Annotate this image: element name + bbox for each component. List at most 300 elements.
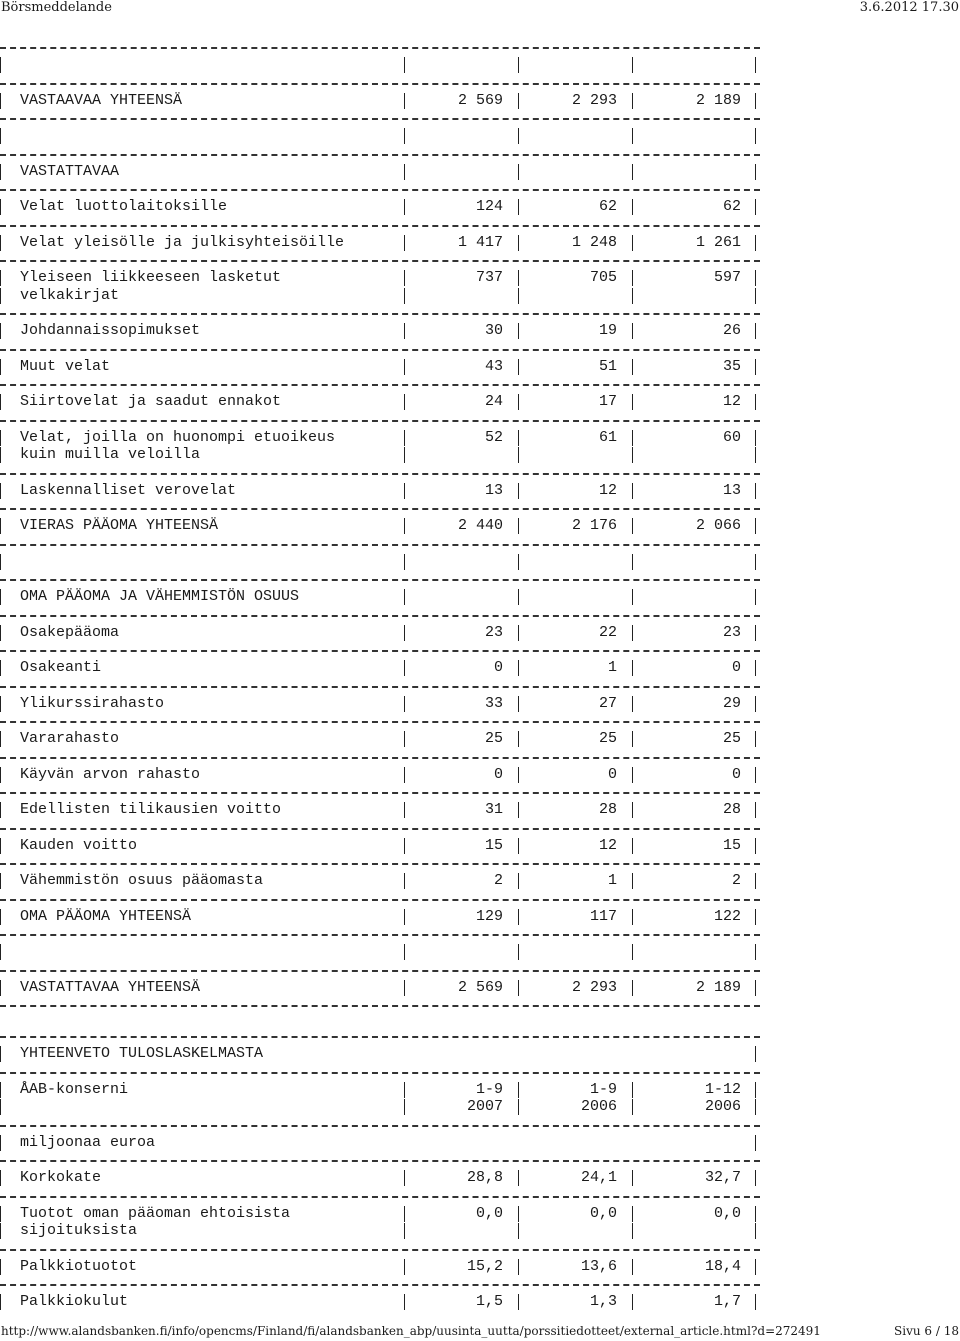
row-value: 12 [722, 393, 741, 410]
cell-border [0, 483, 1, 499]
cell-border [632, 447, 633, 463]
row-value: 25 [722, 730, 741, 747]
cell-border [518, 944, 519, 960]
cell-border [404, 1206, 405, 1222]
cell-border [755, 1223, 756, 1239]
table-row [0, 422, 960, 473]
cell-border [0, 447, 1, 463]
cell-border [0, 589, 1, 605]
row-value: 60 [722, 428, 741, 446]
cell-border [755, 980, 756, 996]
cell-border [518, 1294, 519, 1310]
row-value: 19 [598, 322, 617, 339]
cell-border [755, 447, 756, 463]
cell-border [404, 660, 405, 676]
cell-border [518, 1206, 519, 1222]
row-value: 52 [484, 428, 503, 446]
row-value: 15 [484, 836, 503, 854]
row-label: Ylikurssirahasto [20, 694, 165, 712]
cell-border [404, 696, 405, 712]
cell-border [404, 909, 405, 925]
cell-border [632, 483, 633, 499]
cell-border [0, 625, 1, 641]
row-label: VIERAS PÄÄOMA YHTEENSÄ [20, 517, 219, 534]
row-label: OMA PÄÄOMA YHTEENSÄ [20, 907, 192, 925]
cell-border [632, 696, 633, 712]
row-label: Muut velat [20, 357, 111, 375]
row-value: 0 [731, 659, 741, 676]
cell-border [632, 873, 633, 889]
cell-border [0, 164, 1, 180]
cell-border [0, 1082, 1, 1098]
cell-border [404, 1259, 405, 1275]
table-row [0, 759, 960, 793]
table-row [0, 1198, 960, 1249]
cell-border [518, 359, 519, 375]
cell-border [0, 554, 1, 570]
table-row [0, 1074, 960, 1125]
row-label: Velat, joilla on huonompi etuoikeus [20, 428, 336, 446]
row-label: Laskennalliset verovelat [20, 481, 237, 499]
cell-border [404, 270, 405, 286]
cell-border [518, 323, 519, 339]
cell-border [755, 430, 756, 446]
cell-border [0, 57, 1, 73]
table-row [0, 85, 960, 119]
cell-border [755, 873, 756, 889]
cell-border [0, 980, 1, 996]
cell-border [0, 323, 1, 339]
cell-border [518, 1259, 519, 1275]
cell-border [518, 430, 519, 446]
row-value: 31 [484, 801, 503, 818]
cell-border [632, 199, 633, 215]
row-value: 23 [722, 623, 741, 641]
cell-border [518, 802, 519, 818]
cell-border [755, 554, 756, 570]
cell-border [755, 909, 756, 925]
table-row [0, 475, 960, 509]
cell-border [632, 838, 633, 854]
table-row [0, 723, 960, 757]
cell-border [404, 873, 405, 889]
cell-border [632, 128, 633, 144]
cell-border [404, 838, 405, 854]
cell-border [518, 288, 519, 304]
row-value: 17 [598, 393, 617, 410]
footer-page-number: Sivu 6 / 18 [894, 1324, 959, 1338]
page-footer [0, 1323, 960, 1341]
cell-border [518, 483, 519, 499]
cell-border [518, 873, 519, 889]
row-value: 15,2 [466, 1257, 503, 1275]
cell-border [404, 447, 405, 463]
cell-border [404, 1170, 405, 1186]
cell-border [518, 518, 519, 534]
table-row [0, 351, 960, 385]
cell-border [632, 1206, 633, 1222]
cell-border [755, 1259, 756, 1275]
cell-border [632, 288, 633, 304]
cell-border [632, 909, 633, 925]
cell-border [632, 57, 633, 73]
table-row [0, 794, 960, 828]
row-value: 12 [598, 836, 617, 854]
cell-border [755, 394, 756, 410]
cell-border [0, 767, 1, 783]
row-value: 0 [607, 765, 617, 783]
row-label: kuin muilla veloilla [20, 446, 201, 464]
table-row [0, 1038, 960, 1072]
table-row [0, 315, 960, 349]
row-label: Käyvän arvon rahasto [20, 765, 201, 783]
cell-border [0, 909, 1, 925]
row-value: 2 189 [695, 91, 741, 109]
cell-border [755, 589, 756, 605]
row-label: Osakepääoma [20, 623, 120, 641]
row-label: Johdannaissopimukset [20, 322, 201, 339]
cell-border [404, 1082, 405, 1098]
cell-border [0, 838, 1, 854]
row-label: Korkokate [20, 1169, 102, 1186]
table-row [0, 936, 960, 970]
cell-border [632, 359, 633, 375]
cell-border [0, 1294, 1, 1310]
row-value: 1,3 [589, 1293, 617, 1310]
cell-border [404, 731, 405, 747]
cell-border [632, 518, 633, 534]
cell-border [518, 589, 519, 605]
cell-border [518, 199, 519, 215]
row-value: 2 569 [457, 91, 503, 109]
cell-border [0, 1259, 1, 1275]
row-value: 30 [484, 322, 503, 339]
table-row [0, 262, 960, 313]
cell-border [518, 394, 519, 410]
cell-border [518, 660, 519, 676]
cell-border [404, 430, 405, 446]
row-value: 28,8 [466, 1169, 503, 1186]
row-value: 1-9 [589, 1080, 617, 1098]
row-value: 1 [607, 872, 617, 889]
cell-border [0, 1170, 1, 1186]
cell-border [518, 909, 519, 925]
cell-border [518, 447, 519, 463]
cell-border [755, 93, 756, 109]
cell-border [632, 980, 633, 996]
header-title: Börsmeddelande [1, 0, 112, 15]
row-value: 15 [722, 836, 741, 854]
cell-border [755, 483, 756, 499]
row-value: 43 [484, 357, 503, 375]
header-date: 3.6.2012 17.30 [859, 0, 959, 15]
row-value: 28 [598, 801, 617, 818]
cell-border [0, 944, 1, 960]
cell-border [632, 323, 633, 339]
cell-border [632, 1082, 633, 1098]
cell-border [632, 625, 633, 641]
cell-border [404, 1294, 405, 1310]
row-value: 2 066 [695, 517, 741, 534]
row-label: Tuotot oman pääoman ehtoisista [20, 1204, 291, 1222]
table-row [0, 191, 960, 225]
row-value: 2 293 [571, 978, 617, 996]
row-label: VASTAAVAA YHTEENSÄ [20, 91, 183, 109]
cell-border [404, 164, 405, 180]
cell-border [404, 589, 405, 605]
cell-border [0, 518, 1, 534]
row-value: 2 440 [457, 517, 503, 534]
cell-border [518, 838, 519, 854]
cell-border [0, 128, 1, 144]
cell-border [632, 802, 633, 818]
row-value: 0 [493, 765, 503, 783]
row-value: 2007 [466, 1098, 503, 1116]
table-row [0, 617, 960, 651]
row-label: Siirtovelat ja saadut ennakot [20, 393, 282, 410]
cell-border [404, 554, 405, 570]
cell-border [404, 518, 405, 534]
cell-border [755, 288, 756, 304]
cell-border [404, 1223, 405, 1239]
cell-border [755, 1099, 756, 1115]
cell-border [0, 660, 1, 676]
row-value: 2 293 [571, 91, 617, 109]
cell-border [0, 696, 1, 712]
cell-border [518, 57, 519, 73]
cell-border [404, 625, 405, 641]
cell-border [404, 1099, 405, 1115]
row-value: 2 569 [457, 978, 503, 996]
row-value: 2006 [580, 1098, 617, 1116]
cell-border [632, 589, 633, 605]
row-value: 2 189 [695, 978, 741, 996]
cell-border [518, 270, 519, 286]
cell-border [755, 1170, 756, 1186]
row-value: 28 [722, 801, 741, 818]
row-label: velkakirjat [20, 286, 120, 304]
cell-border [755, 1206, 756, 1222]
table-row [0, 49, 960, 83]
cell-border [0, 1206, 1, 1222]
row-label: miljoonaa euroa [20, 1133, 156, 1151]
row-label: Palkkiotuotot [20, 1257, 138, 1275]
cell-border [755, 199, 756, 215]
cell-border [0, 359, 1, 375]
table-row [0, 1251, 960, 1285]
cell-border [518, 1099, 519, 1115]
cell-border [755, 625, 756, 641]
row-value: 0 [731, 765, 741, 783]
row-value: 32,7 [704, 1169, 741, 1186]
cell-border [518, 767, 519, 783]
cell-border [518, 625, 519, 641]
cell-border [404, 980, 405, 996]
cell-border [632, 767, 633, 783]
row-label: VASTATTAVAA YHTEENSÄ [20, 978, 201, 996]
row-label: Yleiseen liikkeeseen lasketut [20, 269, 282, 286]
row-value: 29 [722, 694, 741, 712]
cell-border [518, 164, 519, 180]
row-value: 18,4 [704, 1257, 741, 1275]
cell-border [518, 1082, 519, 1098]
row-value: 25 [484, 730, 503, 747]
table-row [0, 688, 960, 722]
row-value: 0 [493, 659, 503, 676]
row-value: 22 [598, 623, 617, 641]
cell-border [632, 660, 633, 676]
cell-border [755, 660, 756, 676]
cell-border [755, 767, 756, 783]
cell-border [518, 93, 519, 109]
cell-border [0, 731, 1, 747]
row-label: Velat luottolaitoksille [20, 198, 228, 215]
cell-border [0, 93, 1, 109]
cell-border [518, 731, 519, 747]
table-row [0, 830, 960, 864]
cell-border [404, 199, 405, 215]
row-value: 122 [713, 907, 741, 925]
row-value: 27 [598, 694, 617, 712]
row-value: 23 [484, 623, 503, 641]
cell-border [0, 394, 1, 410]
cell-border [755, 1082, 756, 1098]
cell-border [632, 430, 633, 446]
cell-border [0, 270, 1, 286]
row-label: Palkkiokulut [20, 1293, 129, 1310]
row-label: Osakeanti [20, 659, 102, 676]
table-row [0, 120, 960, 154]
row-value: 62 [722, 198, 741, 215]
row-value: 1 248 [571, 233, 617, 251]
table-row [0, 1127, 960, 1161]
table-row [0, 386, 960, 420]
cell-border [755, 1135, 756, 1151]
row-value: 705 [589, 269, 617, 286]
cell-border [518, 696, 519, 712]
cell-border [404, 57, 405, 73]
cell-border [0, 1135, 1, 1151]
row-label: Velat yleisölle ja julkisyhteisöille [20, 233, 345, 251]
row-value: 117 [589, 907, 617, 925]
row-value: 25 [598, 730, 617, 747]
cell-border [755, 235, 756, 251]
table-row [0, 546, 960, 580]
cell-border [632, 944, 633, 960]
row-label: sijoituksista [20, 1222, 138, 1240]
row-value: 13 [722, 481, 741, 499]
cell-border [632, 270, 633, 286]
cell-border [632, 235, 633, 251]
cell-border [632, 1170, 633, 1186]
cell-border [755, 1046, 756, 1062]
row-value: 35 [722, 357, 741, 375]
cell-border [404, 944, 405, 960]
table-row [0, 901, 960, 935]
row-value: 24,1 [580, 1169, 617, 1186]
cell-border [518, 980, 519, 996]
cell-border [755, 944, 756, 960]
row-value: 0,0 [713, 1204, 741, 1222]
cell-border [518, 554, 519, 570]
cell-border [518, 235, 519, 251]
row-label: YHTEENVETO TULOSLASKELMASTA [20, 1045, 264, 1062]
cell-border [0, 1099, 1, 1115]
row-value: 26 [722, 322, 741, 339]
cell-border [404, 235, 405, 251]
row-value: 1 261 [695, 233, 741, 251]
row-value: 129 [475, 907, 503, 925]
cell-border [404, 323, 405, 339]
row-value: 2006 [704, 1098, 741, 1116]
row-value: 62 [598, 198, 617, 215]
cell-border [0, 873, 1, 889]
cell-border [404, 359, 405, 375]
cell-border [632, 731, 633, 747]
cell-border [0, 802, 1, 818]
cell-border [632, 1294, 633, 1310]
cell-border [0, 430, 1, 446]
row-value: 24 [484, 393, 503, 410]
cell-border [0, 1046, 1, 1062]
row-separator [0, 1005, 760, 1007]
cell-border [632, 394, 633, 410]
row-label: Kauden voitto [20, 836, 138, 854]
row-value: 12 [598, 481, 617, 499]
table-row [0, 652, 960, 686]
cell-border [755, 359, 756, 375]
cell-border [632, 1259, 633, 1275]
cell-border [755, 696, 756, 712]
cell-border [755, 57, 756, 73]
cell-border [632, 1099, 633, 1115]
cell-border [755, 164, 756, 180]
row-label: ÅAB-konserni [20, 1080, 129, 1098]
cell-border [632, 1223, 633, 1239]
cell-border [404, 767, 405, 783]
cell-border [755, 518, 756, 534]
cell-border [404, 128, 405, 144]
row-value: 1-12 [704, 1080, 741, 1098]
row-label: Vararahasto [20, 730, 120, 747]
row-label: Edellisten tilikausien voitto [20, 801, 282, 818]
cell-border [518, 128, 519, 144]
cell-border [404, 394, 405, 410]
table-row [0, 227, 960, 261]
cell-border [518, 1170, 519, 1186]
row-value: 1 [607, 659, 617, 676]
cell-border [755, 1294, 756, 1310]
cell-border [404, 802, 405, 818]
cell-border [404, 288, 405, 304]
row-value: 597 [713, 269, 741, 286]
cell-border [632, 164, 633, 180]
cell-border [755, 270, 756, 286]
row-label: OMA PÄÄOMA JA VÄHEMMISTÖN OSUUS [20, 588, 300, 605]
row-value: 51 [598, 357, 617, 375]
row-value: 1 417 [457, 233, 503, 251]
row-value: 33 [484, 694, 503, 712]
row-value: 61 [598, 428, 617, 446]
cell-border [632, 93, 633, 109]
footer-url[interactable]: http://www.alandsbanken.fi/info/opencms/Finland/fi/alandsbanken_abp/uusinta_uutta/porssitiedotteet/external_article.html?d=272491 [1, 1324, 821, 1338]
table-row [0, 865, 960, 899]
cell-border [404, 93, 405, 109]
row-value: 1,7 [713, 1293, 741, 1310]
cell-border [755, 731, 756, 747]
row-value: 1,5 [475, 1293, 503, 1310]
row-label: Vähemmistön osuus pääomasta [20, 872, 264, 889]
